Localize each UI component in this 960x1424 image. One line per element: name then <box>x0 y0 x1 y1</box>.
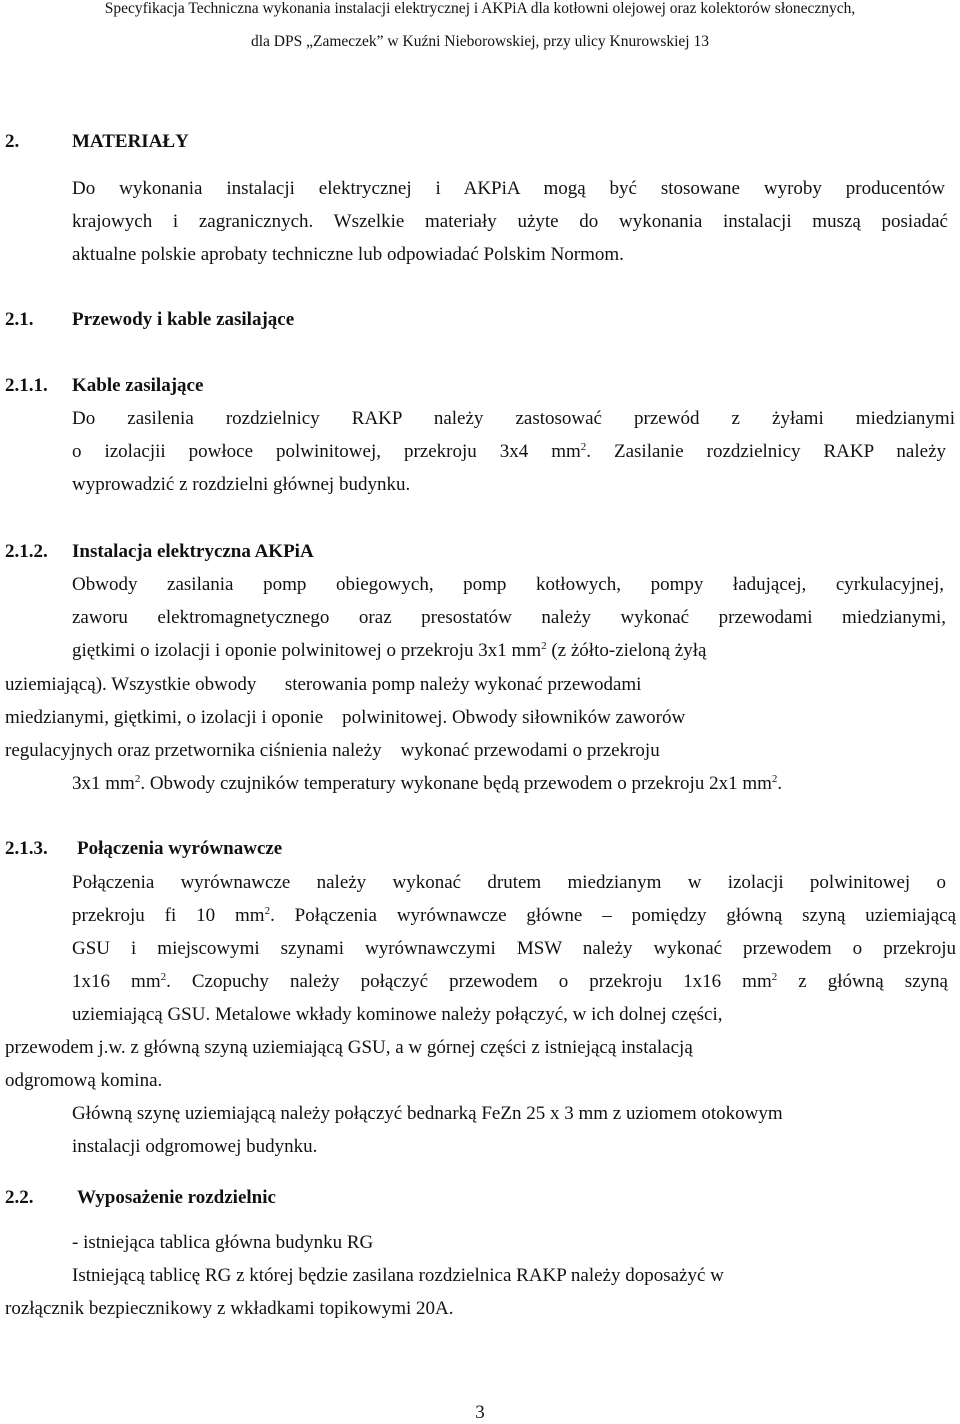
section-2-1-2-text-1: Obwody zasilania pomp obiegowych, pomp kotłowych, pompy ładującej, cyrkulacyjnej, <box>72 574 944 595</box>
section-2-2-text-3: rozłącznik bezpiecznikowy z wkładkami topikowymi 20A. <box>5 1298 454 1319</box>
section-2-1-3-text-8: Główną szynę uziemiającą należy połączyć bednarką FeZn 25 x 3 mm z uziomem otokowym <box>72 1103 783 1124</box>
section-2-1-1-number: 2.1.1. <box>5 375 48 396</box>
section-2-1-3-text-4: 1x16 $mm^2$. Czopuchy należy połączyć przewodem o przekroju 1x16 $mm^2$ z główną szyną <box>72 971 948 992</box>
section-2-1-2-text-3: giętkimi o izolacji i oponie polwinitowej o przekroju 3x1 $mm^2$ (z żółto-zieloną żyłą <box>72 640 707 661</box>
section-2-1-3-text-3: GSU i miejscowymi szynami wyrównawczymi MSW należy wykonać przewodem o przekroju <box>72 938 956 959</box>
section-2-1-3-text-2: przekroju fi 10 $mm^2$. Połączenia wyrównawcze główne – pomiędzy główną szyną uziemiającą <box>72 905 956 926</box>
section-2-1-1-text-2: o izolacjii powłoce polwinitowej, przekroju 3x4 $mm^2$. Zasilanie rozdzielnicy RAKP należy <box>72 441 947 462</box>
header-line-1: Specyfikacja Techniczna wykonania instalacji elektrycznej i AKPiA dla kotłowni olejowej oraz kolektorów słonecznych, <box>104 0 856 17</box>
section-2-1-3-text-9: instalacji odgromowej budynku. <box>72 1136 318 1157</box>
section-2-1-2-title: Instalacja elektryczna AKPiA <box>72 541 314 562</box>
section-2-1-3-text-5: uziemiającą GSU. Metalowe wkłady kominowe należy połączyć, w ich dolnej części, <box>72 1004 723 1025</box>
section-2-1-number: 2.1. <box>5 309 34 330</box>
section-2-title: MATERIAŁY <box>72 131 189 152</box>
section-2-text-2: krajowych i zagranicznych. Wszelkie materiały użyte do wykonania instalacji muszą posiadać <box>72 211 948 232</box>
section-2-1-3-text-6: przewodem j.w. z główną szyną uziemiającą GSU, a w górnej części z istniejącą instalacją <box>5 1037 693 1058</box>
section-2-2-text-1: - istniejąca tablica główna budynku RG <box>72 1232 374 1253</box>
section-2-1-3-text-7: odgromową komina. <box>5 1070 163 1091</box>
section-2-text-1: Do wykonania instalacji elektrycznej i AKPiA mogą być stosowane wyroby producentów <box>72 178 945 199</box>
section-2-1-2-text-6: regulacyjnych oraz przetwornika ciśnienia należy wykonać przewodami o przekroju <box>5 740 660 761</box>
section-2-1-3-title: Połączenia wyrównawcze <box>77 838 283 859</box>
section-2-1-3-text-1: Połączenia wyrównawcze należy wykonać drutem miedzianym w izolacji polwinitowej o <box>72 872 946 893</box>
section-2-1-2-number: 2.1.2. <box>5 541 48 562</box>
header-line-2: dla DPS „Zameczek” w Kuźni Nieborowskiej, przy ulicy Knurowskiej 13 <box>251 33 709 50</box>
section-2-2-title: Wyposażenie rozdzielnic <box>77 1187 276 1208</box>
page-number: 3 <box>475 1402 485 1423</box>
section-2-1-1-title: Kable zasilające <box>72 375 204 396</box>
section-2-1-1-text-1: Do zasilenia rozdzielnicy RAKP należy zastosować przewód z żyłami miedzianymi <box>72 408 955 429</box>
section-2-2-number: 2.2. <box>5 1187 34 1208</box>
section-2-1-2-text-5: miedzianymi, giętkimi, o izolacji i oponie polwinitowej. Obwody siłowników zaworów <box>5 707 686 728</box>
section-2-text-3: aktualne polskie aprobaty techniczne lub odpowiadać Polskim Normom. <box>72 244 624 265</box>
section-2-1-2-text-7: 3x1 $mm^2$. Obwody czujników temperatury wykonane będą przewodem o przekroju 2x1 $mm^2$. <box>72 773 783 794</box>
section-2-1-title: Przewody i kable zasilające <box>72 309 295 330</box>
section-2-1-2-text-4: uziemiającą). Wszystkie obwody sterowania pomp należy wykonać przewodami <box>5 674 642 695</box>
section-2-number: 2. <box>5 131 20 152</box>
section-2-2-text-2: Istniejącą tablicę RG z której będzie zasilana rozdzielnica RAKP należy doposażyć w <box>72 1265 724 1286</box>
section-2-1-2-text-2: zaworu elektromagnetycznego oraz presostatów należy wykonać przewodami miedzianymi, <box>72 607 946 628</box>
section-2-1-3-number: 2.1.3. <box>5 838 48 859</box>
section-2-1-1-text-3: wyprowadzić z rozdzielni głównej budynku. <box>72 474 411 495</box>
